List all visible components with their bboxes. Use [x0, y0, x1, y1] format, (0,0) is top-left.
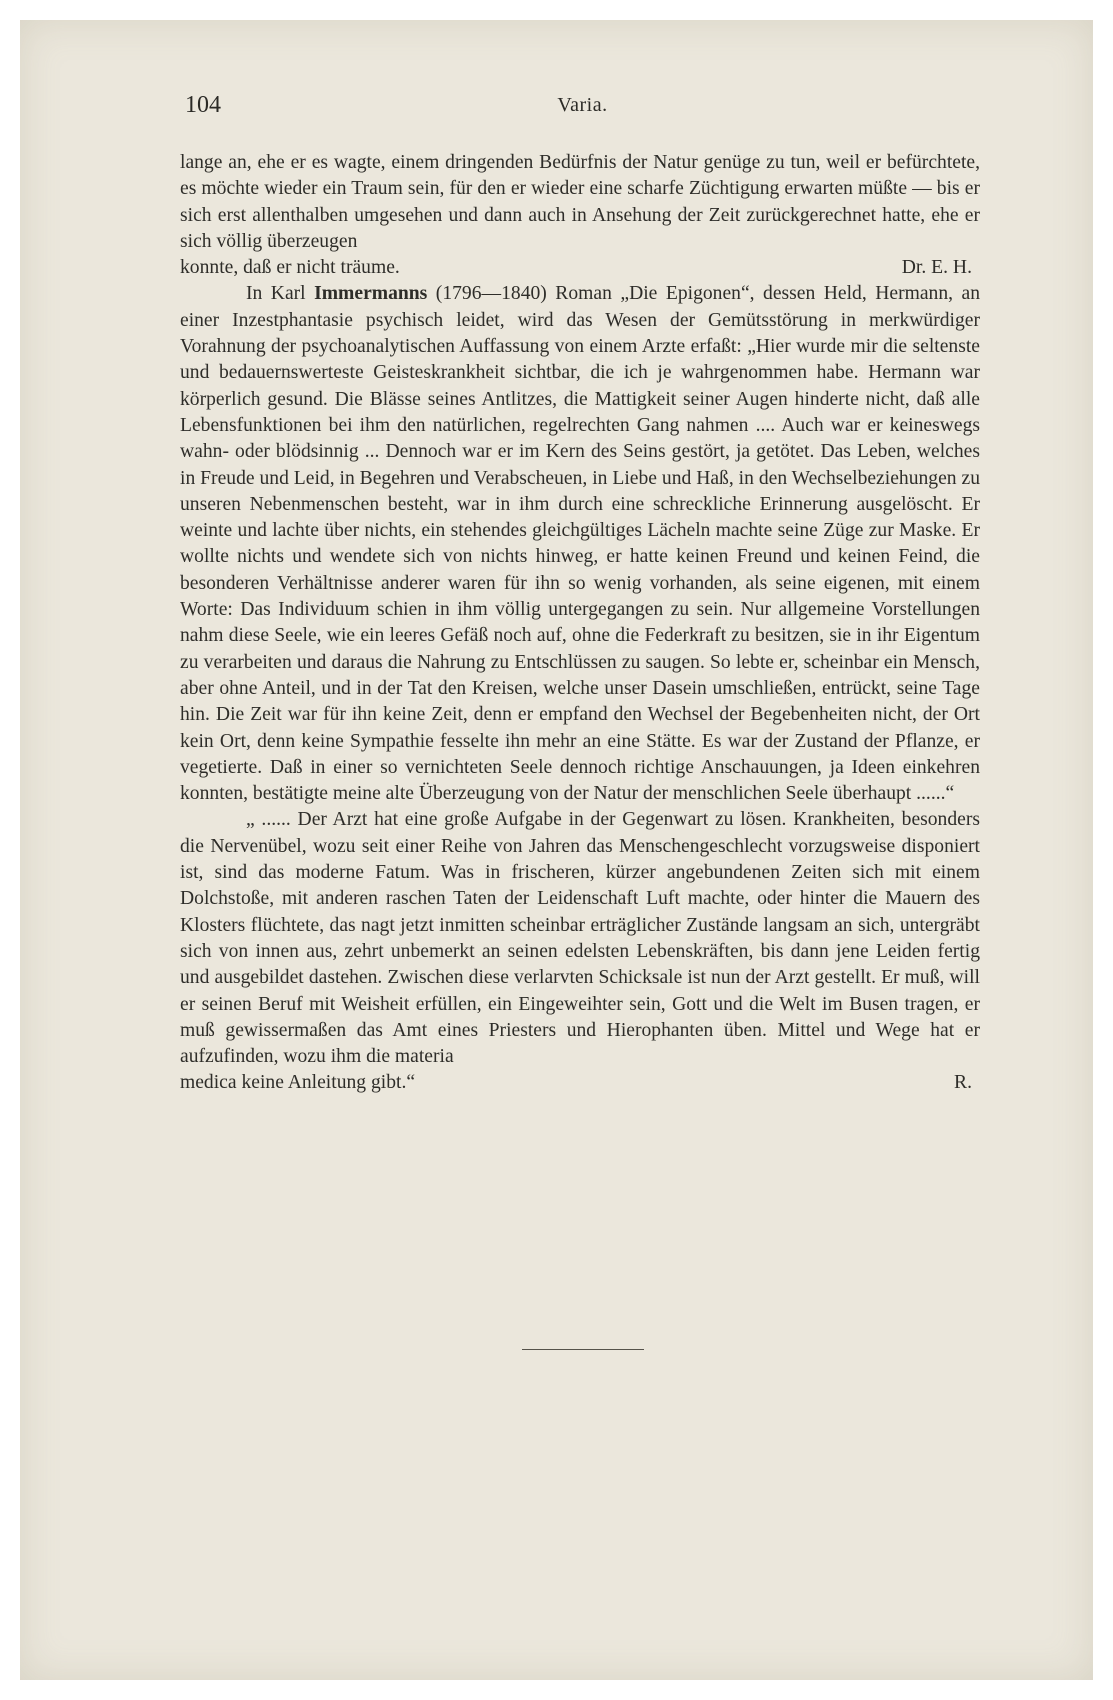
article2-paragraph-1	[180, 281, 980, 807]
body-text	[180, 150, 980, 1097]
article2-paragraph-2-text: „ ...... Der Arzt hat eine große Aufgabe in der Gegenwart zu lösen. Krankheiten, besonders die Nervenübel, wozu seit einer Reihe von Jahren das Menschengeschlecht vorzugsweise disponiert ist, sind das moderne Fatum. Was in frischeren, kürzer angebundenen Zeiten sich mit einem Dolchstoße, mit anderen raschen Taten der Leidenschaft Luft machte, oder hinter die Mauern des Klosters flüchtete, das nagt jetzt inmitten scheinbar erträglicher Zustände langsam an sich, untergräbt sich von innen aus, zehrt unbemerkt an seinen edelsten Lebenskräften, bis dann jene Leiden fertig und ausgebildet dastehen. Zwischen diese verlarvten Schicksale ist nun der Arzt gestellt. Er muß, will er seinen Beruf mit Weisheit erfüllen, ein Eingeweihter sein, Gott und die Welt im Busen tragen, er muß gewissermaßen das Amt eines Priesters und Hierophanten üben. Mittel und Wege hat er aufzufinden, wozu ihm die materia	[180, 809, 980, 1068]
page-header	[185, 92, 980, 126]
author-name: Immermanns	[314, 283, 428, 305]
article2-paragraph-2	[180, 807, 980, 1070]
article2-closing-line	[180, 1070, 980, 1096]
article2-signature: R.	[954, 1072, 972, 1094]
article2-paragraph-1-text: (1796—1840) Roman „Die Epigonen“, dessen Held, Hermann, an einer Inzestphantasie psychisch leidet, wird das Wesen der Gemütsstörung in merkwürdiger Vorahnung der psychoanalytischen Auffassung von einem Arzte erfaßt: „Hier wurde mir die seltenste und bedauernswerteste Geisteskrankheit sichtbar, die ich je wahrgenommen habe. Hermann war körperlich gesund. Die Blässe seines Antlitzes, die Mattigkeit seiner Augen hinderte nicht, daß alle Lebensfunktionen bei ihm den natürlichen, regelrechten Gang nahmen .... Auch war er keineswegs wahn- oder blödsinnig ... Dennoch war er im Kern des Seins gestört, ja getötet. Das Leben, welches in Freude und Leid, in Begehren und Verabscheuen, in Liebe und Haß, in den Wechselbeziehungen zu unseren Nebenmenschen besteht, war in ihm durch eine schreckliche Erinnerung ausgelöscht. Er weinte und lachte über nichts, ein stehendes gleichgültiges Lächeln machte seine Züge zur Maske. Er wollte nichts und wendete sich von nichts hinweg, er hatte keinen Freund und keinen Feind, die besonderen Verhältnisse anderer waren für ihn so wenig vorhanden, als seine eigenen, mit einem Worte: Das Individuum schien in ihm völlig untergegangen zu sein. Nur allgemeine Vorstellungen nahm diese Seele, wie ein leeres Gefäß noch auf, ohne die Federkraft zu besitzen, sie in ihr Eigentum zu verarbeiten und daraus die Nahrung zu Entschlüssen zu saugen. So lebte er, scheinbar ein Mensch, aber ohne Anteil, und in der Tat den Kreisen, welche unser Dasein umschließen, entrückt, seine Tage hin. Die Zeit war für ihn keine Zeit, denn er empfand den Wechsel der Begebenheiten nicht, der Ort kein Ort, denn keine Sympathie fesselte ihn mehr an eine Stätte. Es war der Zustand der Pflanze, er vegetierte. Daß in einer so vernichteten Seele dennoch richtige Anschauungen, ja Ideen einkehren konnten, bestätigte meine alte Überzeugung von der Natur der menschlichen Seele überhaupt ......“	[180, 283, 980, 805]
page-number: 104	[185, 92, 221, 118]
end-rule	[522, 1349, 644, 1350]
article1-line: lange an, ehe er es wagte, einem dringenden Bedürfnis der Natur genüge zu tun,	[180, 152, 821, 173]
article1-line: Züchtigung erwarten müßte — bis er sich erst allenthalben umgesehen und dann	[180, 178, 980, 226]
running-head: Varia.	[557, 94, 608, 116]
article1-line: auch in Ansehung der Zeit zurückgerechnet hatte, ehe er sich völlig überzeugen	[180, 204, 980, 252]
article1-signature: Dr. E. H.	[901, 257, 972, 279]
article1-line: weil er befürchtete, es möchte wieder ein Traum sein, für den er wieder eine scharfe	[180, 152, 980, 200]
article1-continuation	[180, 150, 980, 255]
article1-last-line: konnte, daß er nicht träume.	[180, 257, 400, 279]
article1-closing-line	[180, 255, 980, 281]
article2-last-line: medica keine Anleitung gibt.“	[180, 1072, 416, 1094]
article2-intro: In Karl	[246, 283, 315, 305]
